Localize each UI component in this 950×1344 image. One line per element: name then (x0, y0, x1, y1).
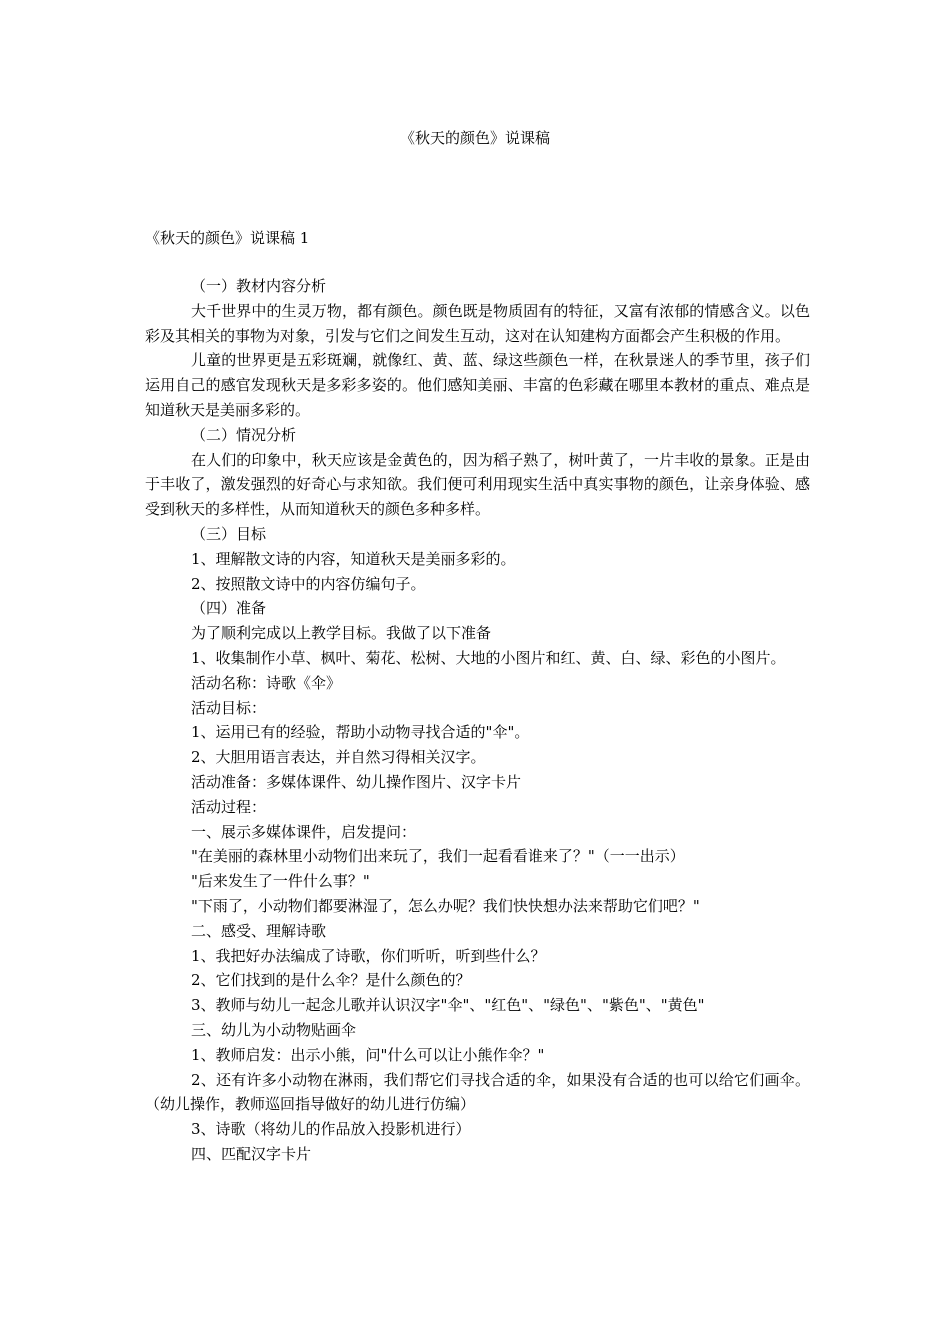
paragraph: 2、还有许多小动物在淋雨，我们帮它们寻找合适的伞，如果没有合适的也可以给它们画伞。（幼儿操作，教师巡回指导做好的幼儿进行仿编） (145, 1070, 810, 1114)
paragraph: "在美丽的森林里小动物们出来玩了，我们一起看看谁来了？"（一一出示） (191, 847, 685, 866)
paragraph: 1、收集制作小草、枫叶、菊花、松树、大地的小图片和红、黄、白、绿、彩色的小图片。 (191, 648, 786, 667)
paragraph: 2、按照散文诗中的内容仿编句子。 (191, 574, 426, 593)
paragraph: 儿童的世界更是五彩斑斓，就像红、黄、蓝、绿这些颜色一样，在秋景迷人的季节里，孩子们运用自己的感官发现秋天是多彩多姿的。他们感知美丽、丰富的色彩藏在哪里本教材的重点、难点是知道秋天是美丽多彩的。 (145, 351, 810, 419)
paragraph: 活动过程： (191, 797, 267, 816)
paragraph: "后来发生了一件什么事？" (191, 872, 370, 891)
paragraph: （四）准备 (191, 599, 267, 618)
paragraph: 在人们的印象中，秋天应该是金黄色的，因为稻子熟了，树叶黄了，一片丰收的景象。正是由于丰收了，激发强烈的好奇心与求知欲。我们便可利用现实生活中真实事物的颜色，让亲身体验、感受到秋天的多样性，从而知道秋天的颜色多种多样。 (145, 450, 810, 519)
document-body (145, 274, 810, 1167)
paragraph: "下雨了，小动物们都要淋湿了，怎么办呢？我们快快想办法来帮助它们吧？" (191, 896, 700, 915)
paragraph: 2、它们找到的是什么伞？是什么颜色的？ (191, 971, 471, 990)
paragraph: 1、理解散文诗的内容，知道秋天是美丽多彩的。 (191, 549, 516, 568)
paragraph: 大千世界中的生灵万物，都有颜色。颜色既是物质固有的特征，又富有浓郁的情感含义。以色彩及其相关的事物为对象，引发与它们之间发生互动，这对在认知建构方面都会产生积极的作用。 (145, 301, 810, 345)
paragraph: 3、诗歌（将幼儿的作品放入投影机进行） (191, 1120, 471, 1139)
document-title: 《秋天的颜色》说课稿 (399, 129, 550, 147)
paragraph: 2、大胆用语言表达，并自然习得相关汉字。 (191, 748, 486, 767)
paragraph: （一）教材内容分析 (191, 277, 327, 295)
paragraph: 一、展示多媒体课件，启发提问： (191, 822, 417, 841)
section-title: 《秋天的颜色》说课稿 1 (145, 229, 310, 247)
paragraph: 1、我把好办法编成了诗歌，你们听听，听到些什么？ (191, 946, 546, 965)
paragraph: 三、幼儿为小动物贴画伞 (191, 1020, 357, 1039)
paragraph: 活动名称：诗歌《伞》 (191, 673, 342, 692)
paragraph: 为了顺利完成以上教学目标。我做了以下准备 (191, 624, 492, 643)
paragraph: 四、匹配汉字卡片 (191, 1144, 312, 1163)
paragraph: （三）目标 (191, 524, 267, 543)
paragraph: 3、教师与幼儿一起念儿歌并认识汉字"伞"、"红色"、"绿色"、"紫色"、"黄色" (191, 996, 705, 1015)
paragraph: 1、运用已有的经验，帮助小动物寻找合适的"伞"。 (191, 723, 530, 742)
paragraph: 1、教师启发：出示小熊，问"什么可以让小熊作伞？" (191, 1045, 545, 1064)
paragraph: （二）情况分析 (191, 425, 297, 444)
paragraph: 活动准备：多媒体课件、幼儿操作图片、汉字卡片 (191, 772, 522, 791)
paragraph: 二、感受、理解诗歌 (191, 921, 327, 940)
paragraph: 活动目标： (191, 698, 267, 717)
